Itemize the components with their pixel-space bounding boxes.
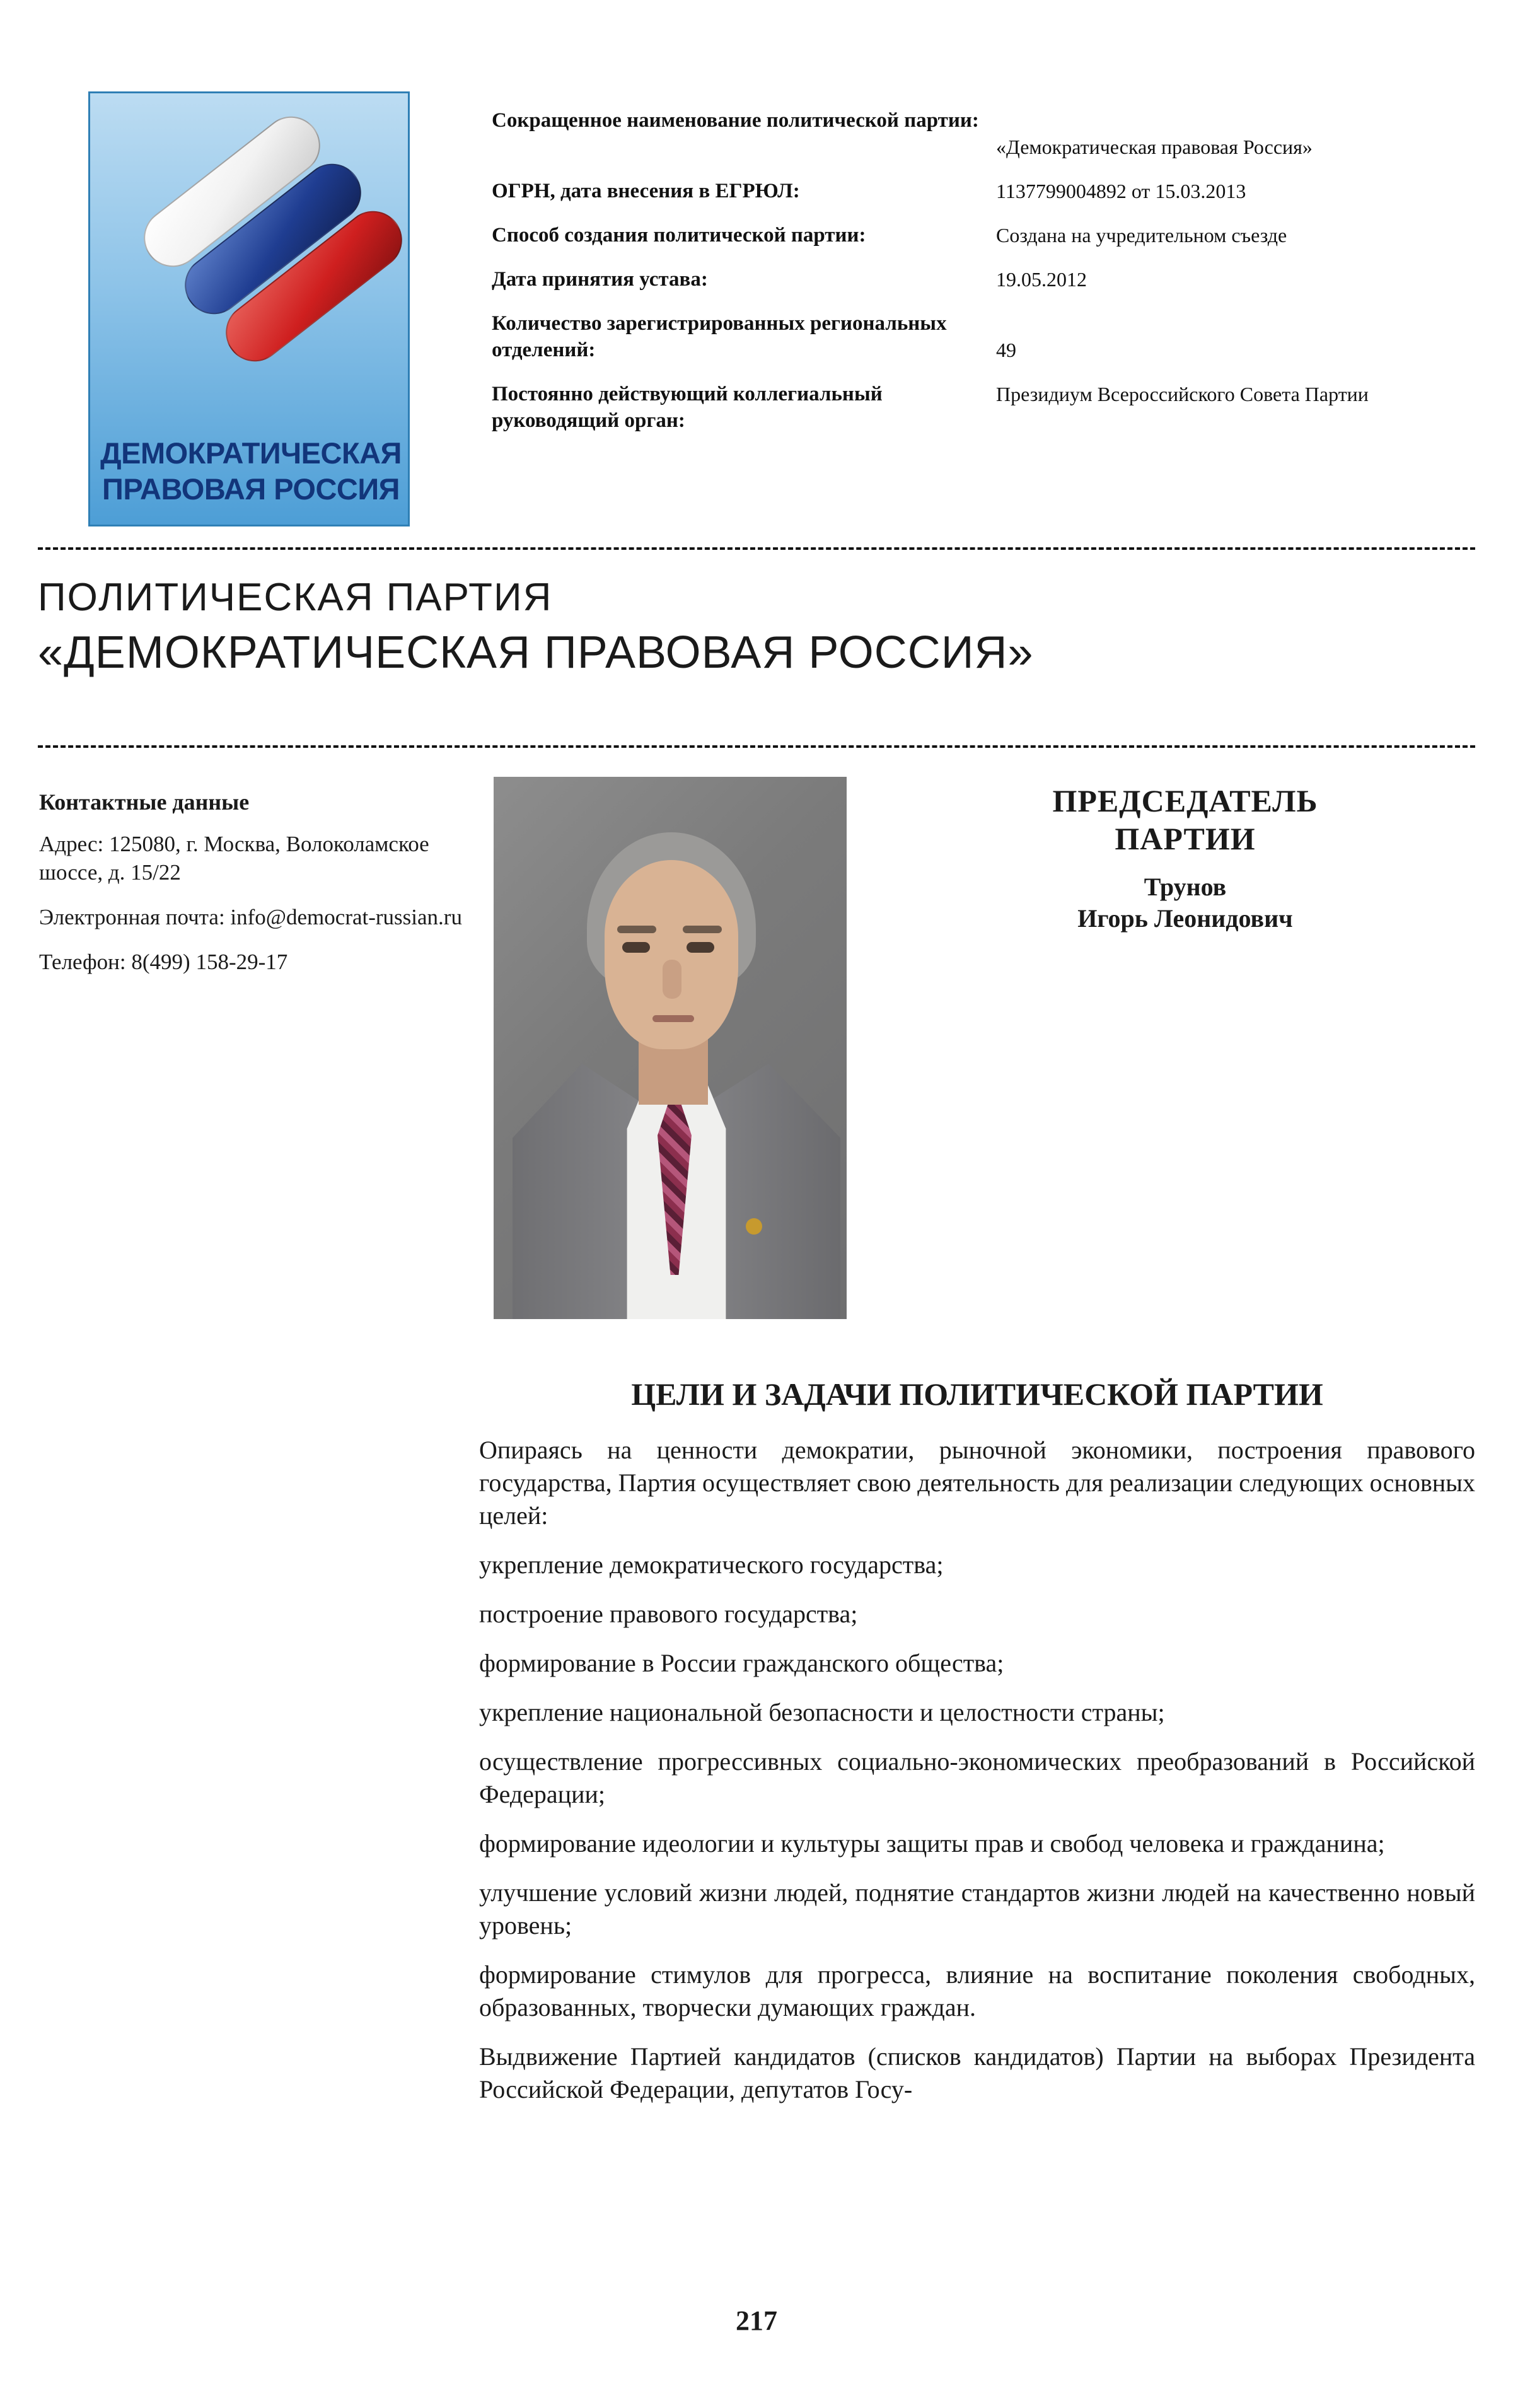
table-row [492, 222, 1437, 248]
list-item: укрепление демократического государства; [479, 1550, 944, 1579]
contacts-email: Электронная почта: info@democrat-russian.ru [39, 905, 462, 929]
list-item: осуществление прогрессивных социально-экономических преобразований в Российской Федерации; [479, 1747, 1475, 1808]
logo-text-line1: ДЕМОКРАТИЧЕСКАЯ [100, 436, 402, 470]
portrait-brow-right [683, 926, 722, 933]
info-value: «Демократическая правовая Россия» [996, 136, 1313, 158]
info-label: ОГРН, дата внесения в ЕГРЮЛ: [492, 180, 800, 202]
info-label: Сокращенное наименование политической партии: [492, 109, 979, 132]
contacts-phone: Телефон: 8(499) 158-29-17 [39, 950, 288, 974]
info-label: Дата принятия устава: [492, 268, 708, 291]
party-info-table [492, 107, 1437, 451]
chairman-block [901, 782, 1469, 934]
contacts-block [39, 788, 468, 992]
goals-section [479, 1375, 1475, 2106]
list-item: формирование в России гражданского общества; [479, 1649, 1004, 1677]
info-label: Способ создания политической партии: [492, 224, 866, 247]
party-logo-graphic [88, 91, 410, 526]
portrait-eye-right [687, 942, 714, 953]
contacts-title: Контактные данные [39, 789, 250, 815]
info-value: 49 [996, 339, 1016, 361]
portrait-brow-left [617, 926, 656, 933]
logo-text-line2: ПРАВОВАЯ РОССИЯ [102, 472, 400, 506]
table-row [492, 381, 1437, 434]
table-row [492, 107, 1437, 160]
chairman-portrait-photo [494, 777, 847, 1319]
list-item: улучшение условий жизни людей, поднятие стандартов жизни людей на качественно новый уровень; [479, 1878, 1475, 1940]
goals-closing-paragraph: Выдвижение Партией кандидатов (списков кандидатов) Партии на выборах Президента Российской Федерации, депутатов Госу- [479, 2042, 1475, 2103]
chairman-role-line1: ПРЕДСЕДАТЕЛЬ [1052, 783, 1318, 818]
party-logo [88, 91, 416, 526]
page-number: 217 [736, 2305, 777, 2336]
party-name: «ДЕМОКРАТИЧЕСКАЯ ПРАВОВАЯ РОССИЯ» [38, 627, 1034, 678]
portrait-eye-left [622, 942, 650, 953]
list-item: формирование идеологии и культуры защиты прав и свобод человека и гражданина; [479, 1829, 1385, 1858]
logo-tricolor-shapes [90, 119, 410, 396]
list-item: построение правового государства; [479, 1600, 858, 1628]
portrait-mouth [652, 1015, 694, 1022]
contacts-address: Адрес: 125080, г. Москва, Волоколамское шоссе, д. 15/22 [39, 832, 429, 885]
table-row [492, 178, 1437, 204]
list-item: формирование стимулов для прогресса, влияние на воспитание поколения свободных, образованных, творчески думающих граждан. [479, 1960, 1475, 2021]
goals-intro: Опираясь на ценности демократии, рыночной экономики, построения правового государства, Партия осуществляет свою деятельность для реализации следующих основных целей: [479, 1436, 1475, 1530]
info-label: Постоянно действующий коллегиальный руководящий орган: [492, 383, 883, 432]
logo-text [90, 435, 410, 507]
lapel-pin-icon [746, 1218, 762, 1235]
chairman-role-line2: ПАРТИИ [1115, 821, 1256, 856]
info-value: 19.05.2012 [996, 268, 1087, 291]
info-value: 1137799004892 от 15.03.2013 [996, 180, 1246, 202]
portrait-nose [663, 960, 681, 999]
party-summary-block [0, 76, 1513, 530]
divider-bottom [38, 745, 1475, 748]
chairman-surname: Трунов [1144, 873, 1227, 901]
list-item: укрепление национальной безопасности и целостности страны; [479, 1698, 1165, 1726]
divider-top [38, 547, 1475, 550]
info-value: Президиум Всероссийского Совета Партии [996, 383, 1369, 405]
table-row [492, 310, 1437, 363]
goals-title: ЦЕЛИ И ЗАДАЧИ ПОЛИТИЧЕСКОЙ ПАРТИИ [631, 1376, 1323, 1412]
table-row [492, 266, 1437, 293]
party-kicker: ПОЛИТИЧЕСКАЯ ПАРТИЯ [38, 576, 553, 619]
page-title [38, 574, 1475, 680]
info-label: Количество зарегистрированных региональных отделений: [492, 312, 947, 361]
info-value: Создана на учредительном съезде [996, 224, 1287, 247]
chairman-given-name: Игорь Леонидович [1077, 904, 1293, 933]
